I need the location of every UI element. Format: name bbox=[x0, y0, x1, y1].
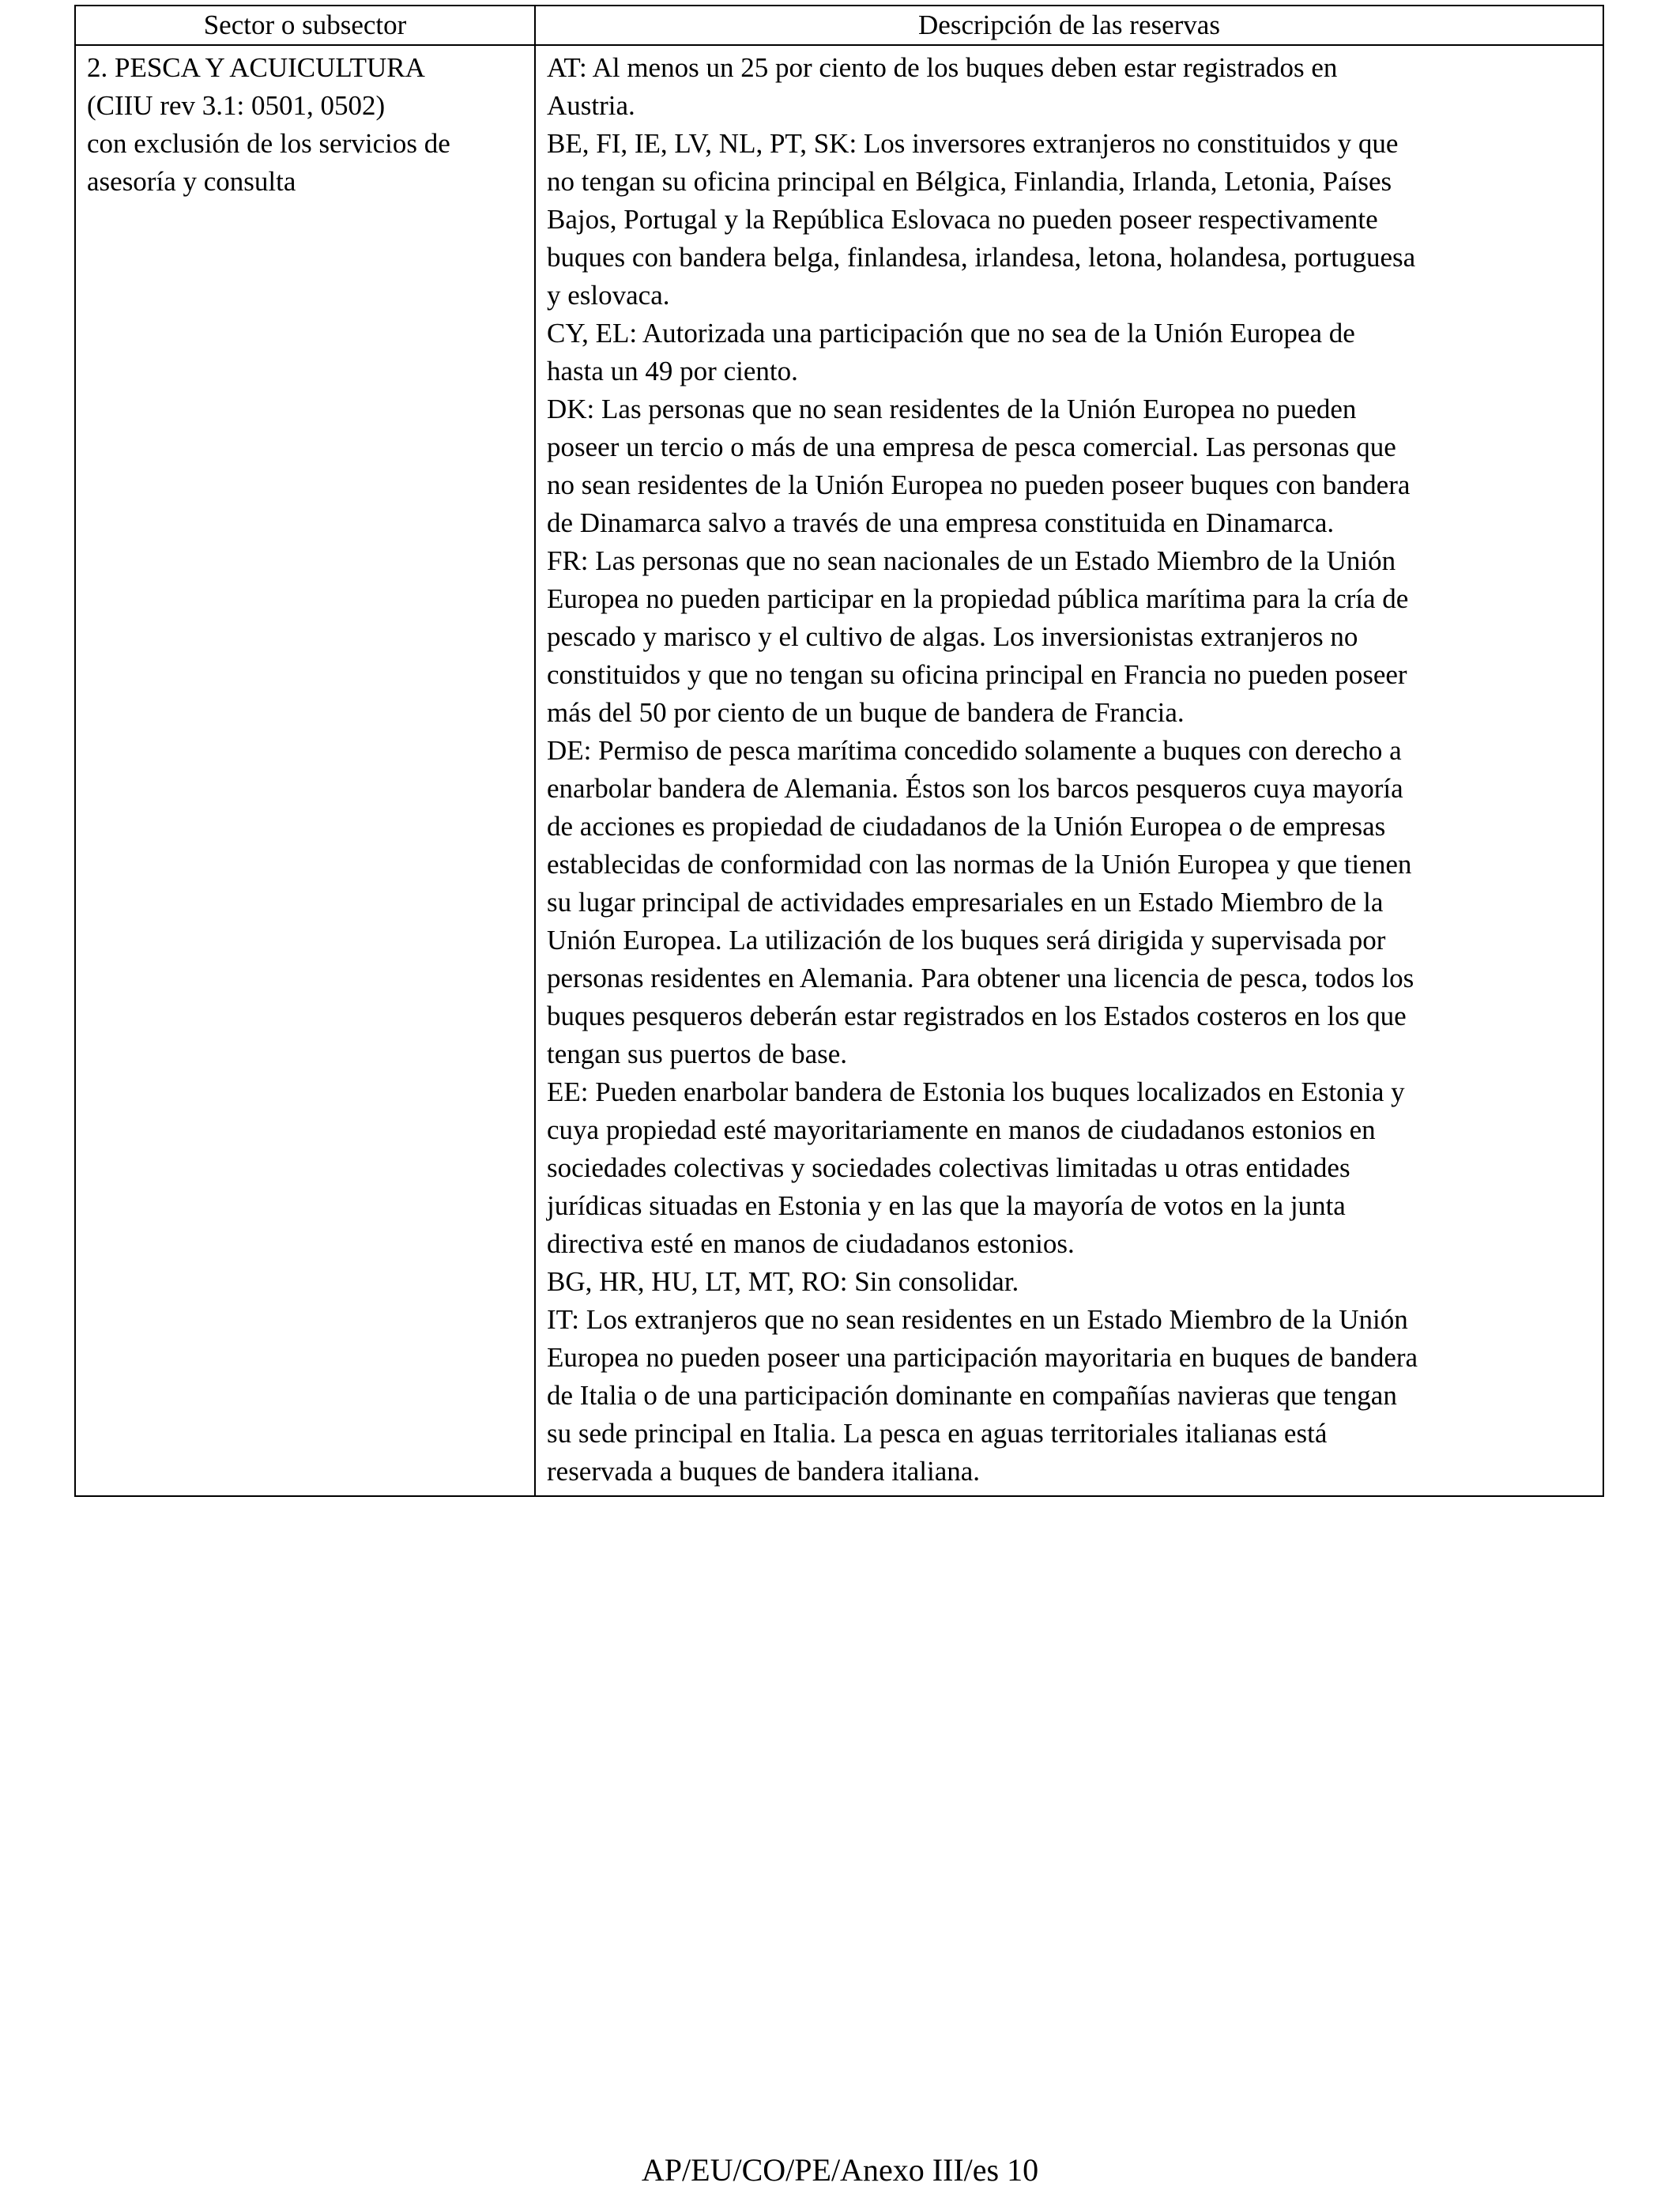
sector-line: con exclusión de los servicios de bbox=[87, 128, 450, 159]
reserve-line: buques pesqueros deberán estar registrados en los Estados costeros en los que bbox=[547, 1001, 1407, 1031]
reserve-line: personas residentes en Alemania. Para obtener una licencia de pesca, todos los bbox=[547, 963, 1414, 993]
reserve-line: pescado y marisco y el cultivo de algas. Los inversionistas extranjeros no bbox=[547, 621, 1358, 652]
reserve-line: sociedades colectivas y sociedades colectivas limitadas u otras entidades bbox=[547, 1152, 1350, 1183]
reserve-line: hasta un 49 por ciento. bbox=[547, 356, 798, 386]
reserve-line: y eslovaca. bbox=[547, 280, 670, 311]
reserve-line: establecidas de conformidad con las normas de la Unión Europea y que tienen bbox=[547, 849, 1412, 880]
reserve-line: Unión Europea. La utilización de los buques será dirigida y supervisada por bbox=[547, 925, 1386, 956]
reserve-line: Austria. bbox=[547, 90, 635, 121]
reserve-line: AT: Al menos un 25 por ciento de los buques deben estar registrados en bbox=[547, 52, 1338, 83]
reserve-line: de acciones es propiedad de ciudadanos de la Unión Europea o de empresas bbox=[547, 811, 1386, 842]
reserve-line: poseer un tercio o más de una empresa de pesca comercial. Las personas que bbox=[547, 432, 1396, 462]
reserve-line: su lugar principal de actividades empresariales en un Estado Miembro de la bbox=[547, 887, 1384, 918]
table-header-row bbox=[75, 6, 1603, 45]
reserve-line: no tengan su oficina principal en Bélgica, Finlandia, Irlanda, Letonia, Países bbox=[547, 166, 1392, 197]
reserve-line: Bajos, Portugal y la República Eslovaca no pueden poseer respectivamente bbox=[547, 204, 1378, 235]
reserve-line: enarbolar bandera de Alemania. Éstos son los barcos pesqueros cuya mayoría bbox=[547, 773, 1403, 804]
reserve-line: su sede principal en Italia. La pesca en aguas territoriales italianas está bbox=[547, 1418, 1328, 1449]
reserve-line: IT: Los extranjeros que no sean residentes en un Estado Miembro de la Unión bbox=[547, 1304, 1408, 1335]
reserves-table bbox=[74, 5, 1604, 1497]
reserve-line: buques con bandera belga, finlandesa, irlandesa, letona, holandesa, portuguesa bbox=[547, 242, 1416, 273]
reserve-line: de Italia o de una participación dominante en compañías navieras que tengan bbox=[547, 1380, 1397, 1411]
reserve-line: CY, EL: Autorizada una participación que no sea de la Unión Europea de bbox=[547, 318, 1355, 349]
sector-line: 2. PESCA Y ACUICULTURA bbox=[87, 52, 425, 83]
sector-line: (CIIU rev 3.1: 0501, 0502) bbox=[87, 90, 386, 121]
table-row bbox=[75, 45, 1603, 1496]
sector-line: asesoría y consulta bbox=[87, 166, 296, 197]
page-footer: AP/EU/CO/PE/Anexo III/es 10 bbox=[641, 2152, 1039, 2188]
reserve-line: Europea no pueden poseer una participación mayoritaria en buques de bandera bbox=[547, 1342, 1418, 1373]
reserve-line: BG, HR, HU, LT, MT, RO: Sin consolidar. bbox=[547, 1266, 1019, 1297]
reserve-line: DK: Las personas que no sean residentes de la Unión Europea no pueden bbox=[547, 394, 1357, 424]
reserve-line: reservada a buques de bandera italiana. bbox=[547, 1456, 981, 1487]
reserve-line: constituidos y que no tengan su oficina principal en Francia no pueden poseer bbox=[547, 659, 1407, 690]
reserve-line: directiva esté en manos de ciudadanos estonios. bbox=[547, 1228, 1075, 1259]
reserve-line: no sean residentes de la Unión Europea no pueden poseer buques con bandera bbox=[547, 469, 1411, 500]
sector-cell bbox=[75, 45, 535, 1496]
reserve-line: más del 50 por ciento de un buque de bandera de Francia. bbox=[547, 697, 1185, 728]
header-description: Descripción de las reservas bbox=[535, 6, 1603, 45]
header-sector: Sector o subsector bbox=[75, 6, 535, 45]
reserve-line: FR: Las personas que no sean nacionales de un Estado Miembro de la Unión bbox=[547, 545, 1396, 576]
description-cell bbox=[535, 45, 1603, 1496]
reserve-line: BE, FI, IE, LV, NL, PT, SK: Los inversores extranjeros no constituidos y que bbox=[547, 128, 1399, 159]
reserve-line: EE: Pueden enarbolar bandera de Estonia los buques localizados en Estonia y bbox=[547, 1076, 1405, 1107]
reserve-line: cuya propiedad esté mayoritariamente en manos de ciudadanos estonios en bbox=[547, 1114, 1376, 1145]
reserve-line: jurídicas situadas en Estonia y en las que la mayoría de votos en la junta bbox=[547, 1190, 1346, 1221]
reserve-line: Europea no pueden participar en la propiedad pública marítima para la cría de bbox=[547, 583, 1409, 614]
reserve-line: tengan sus puertos de base. bbox=[547, 1039, 848, 1069]
reserve-line: DE: Permiso de pesca marítima concedido solamente a buques con derecho a bbox=[547, 735, 1402, 766]
reserve-line: de Dinamarca salvo a través de una empresa constituida en Dinamarca. bbox=[547, 507, 1335, 538]
